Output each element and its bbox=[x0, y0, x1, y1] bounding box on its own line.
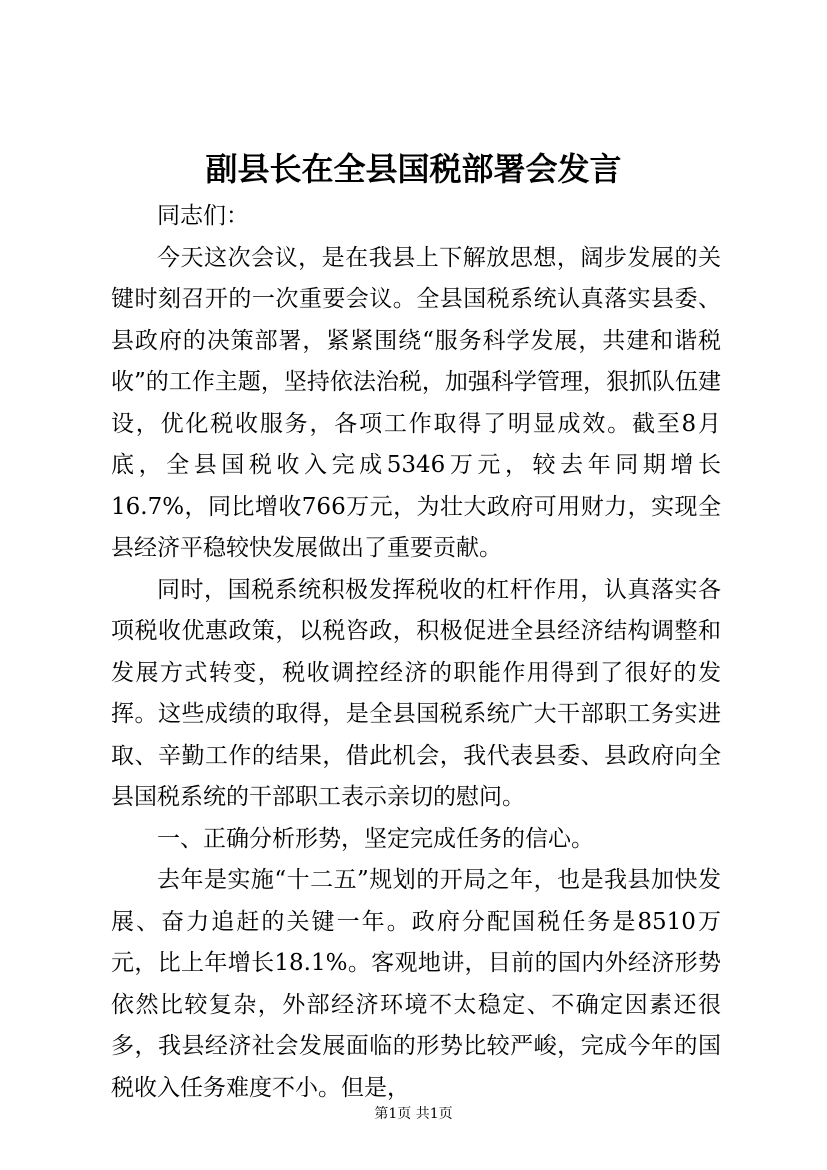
paragraph-greeting: 同志们： bbox=[157, 203, 249, 229]
section-heading-1: 一、正确分析形势，坚定完成任务的信心。 bbox=[157, 825, 594, 852]
page-footer: 第1页 共1页 bbox=[374, 1106, 453, 1122]
document-body bbox=[111, 196, 721, 1109]
paragraph-3: 去年是实施“十二五”规划的开局之年，也是我县加快发展、奋力追赶的关键一年。政府分配国税任务是8510万元，比上年增长18.1%。客观地讲，目前的国内外经济形势依然比较复杂，外部经济环境不太稳定、不确定因素还很多，我县经济社会发展面临的形势比较严峻，完成今年的国税收入任务难度不小。但是， bbox=[111, 867, 721, 1101]
document-title: 副县长在全县国税部署会发言 bbox=[205, 150, 622, 188]
paragraph-1: 今天这次会议，是在我县上下解放思想，阔步发展的关键时刻召开的一次重要会议。全县国税系统认真落实县委、县政府的决策部署，紧紧围绕“服务科学发展，共建和谐税收”的工作主题，坚持依法治税，加强科学管理，狠抓队伍建设，优化税收服务，各项工作取得了明显成效。截至8月底，全县国税收入完成5346万元，较去年同期增长16.7%，同比增收766万元，为壮大政府可用财力，实现全县经济平稳较快发展做出了重要贡献。 bbox=[111, 244, 721, 561]
paragraph-2: 同时，国税系统积极发挥税收的杠杆作用，认真落实各项税收优惠政策，以税咨政，积极促进全县经济结构调整和发展方式转变，税收调控经济的职能作用得到了很好的发挥。这些成绩的取得，是全县国税系统广大干部职工务实进取、辛勤工作的结果，借此机会，我代表县委、县政府向全县国税系统的干部职工表示亲切的慰问。 bbox=[111, 576, 721, 810]
